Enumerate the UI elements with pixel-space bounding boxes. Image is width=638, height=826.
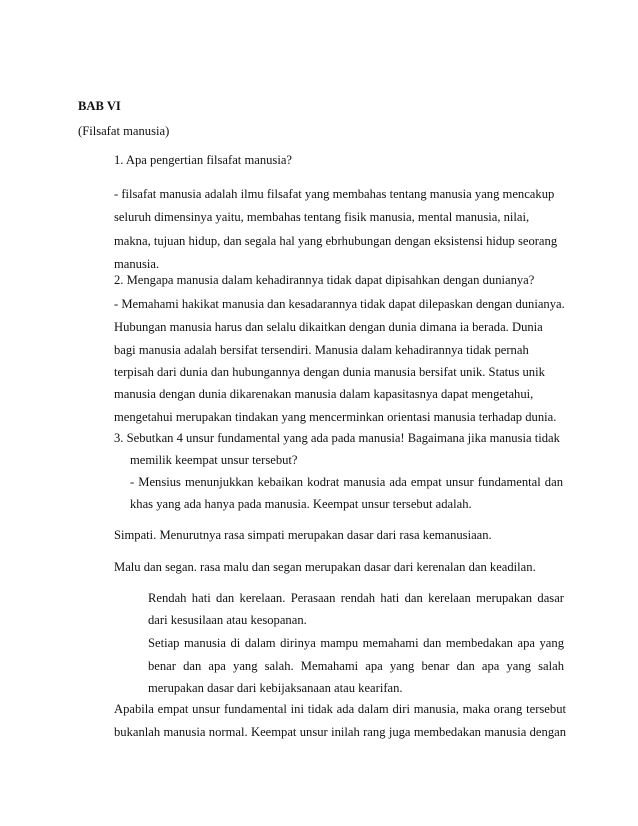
answer-1-line-1: - filsafat manusia adalah ilmu filsafat yang membahas tentang manusia yang mencakup	[114, 187, 555, 201]
answer-2-line-1: - Memahami hakikat manusia dan kesadarannya tidak dapat dilepaskan dengan dunianya.	[114, 297, 565, 311]
question-2: 2. Mengapa manusia dalam kehadirannya tidak dapat dipisahkan dengan dunianya?	[114, 273, 535, 287]
question-3-line-1: 3. Sebutkan 4 unsur fundamental yang ada pada manusia! Bagaimana jika manusia tidak	[114, 431, 560, 445]
answer-3-line-1: - Mensius menunjukkan kebaikan kodrat manusia ada empat unsur fundamental dan	[130, 475, 563, 489]
answer-1-line-4: manusia.	[114, 257, 160, 271]
answer-2-line-2: Hubungan manusia harus dan selalu dikaitkan dengan dunia dimana ia berada. Dunia	[114, 320, 543, 334]
answer-2-line-5: manusia dengan dunia dikarenakan manusia dalam kapasitasnya dapat mengetahui,	[114, 387, 534, 401]
setiap-line-1: Setiap manusia di dalam dirinya mampu memahami dan membedakan apa yang	[148, 636, 564, 650]
apabila-line-2: bukanlah manusia normal. Keempat unsur inilah rang juga membedakan manusia dengan	[114, 725, 566, 739]
answer-2-line-4: terpisah dari dunia dan hubungannya dengan dunia manusia bersifat unik. Status unik	[114, 365, 545, 379]
question-1: 1. Apa pengertian filsafat manusia?	[114, 153, 292, 167]
setiap-line-2: benar dan apa yang salah. Memahami apa yang benar dan apa yang salah	[148, 659, 564, 673]
answer-2-line-6: mengetahui merupakan tindakan yang mencerminkan orientasi manusia terhadap dunia.	[114, 410, 557, 424]
rendah-hati-line-1: Rendah hati dan kerelaan. Perasaan rendah hati dan kerelaan merupakan dasar	[148, 591, 564, 605]
rendah-hati-line-2: dari kesusilaan atau kesopanan.	[148, 613, 307, 627]
setiap-line-3: merupakan dasar dari kebijaksanaan atau kearifan.	[148, 681, 403, 695]
chapter-heading: BAB VI	[78, 99, 121, 113]
simpati-paragraph: Simpati. Menurutnya rasa simpati merupakan dasar dari rasa kemanusiaan.	[114, 528, 492, 542]
apabila-line-1: Apabila empat unsur fundamental ini tidak ada dalam diri manusia, maka orang tersebut	[114, 702, 566, 716]
answer-1-line-3: makna, tujuan hidup, dan segala hal yang ebrhubungan dengan eksistensi hidup seorang	[114, 234, 558, 248]
answer-3-line-2: khas yang ada hanya pada manusia. Keempat unsur tersebut adalah.	[130, 497, 472, 511]
chapter-subtitle: (Filsafat manusia)	[78, 124, 170, 138]
malu-paragraph: Malu dan segan. rasa malu dan segan merupakan dasar dari kerenalan dan keadilan.	[114, 560, 536, 574]
answer-2-line-3: bagi manusia adalah bersifat tersendiri. Manusia dalam kehadirannya tidak pernah	[114, 343, 529, 357]
question-3-line-2: memilik keempat unsur tersebut?	[130, 453, 298, 467]
answer-1-line-2: seluruh dimensinya yaitu, membahas tentang fisik manusia, mental manusia, nilai,	[114, 210, 530, 224]
